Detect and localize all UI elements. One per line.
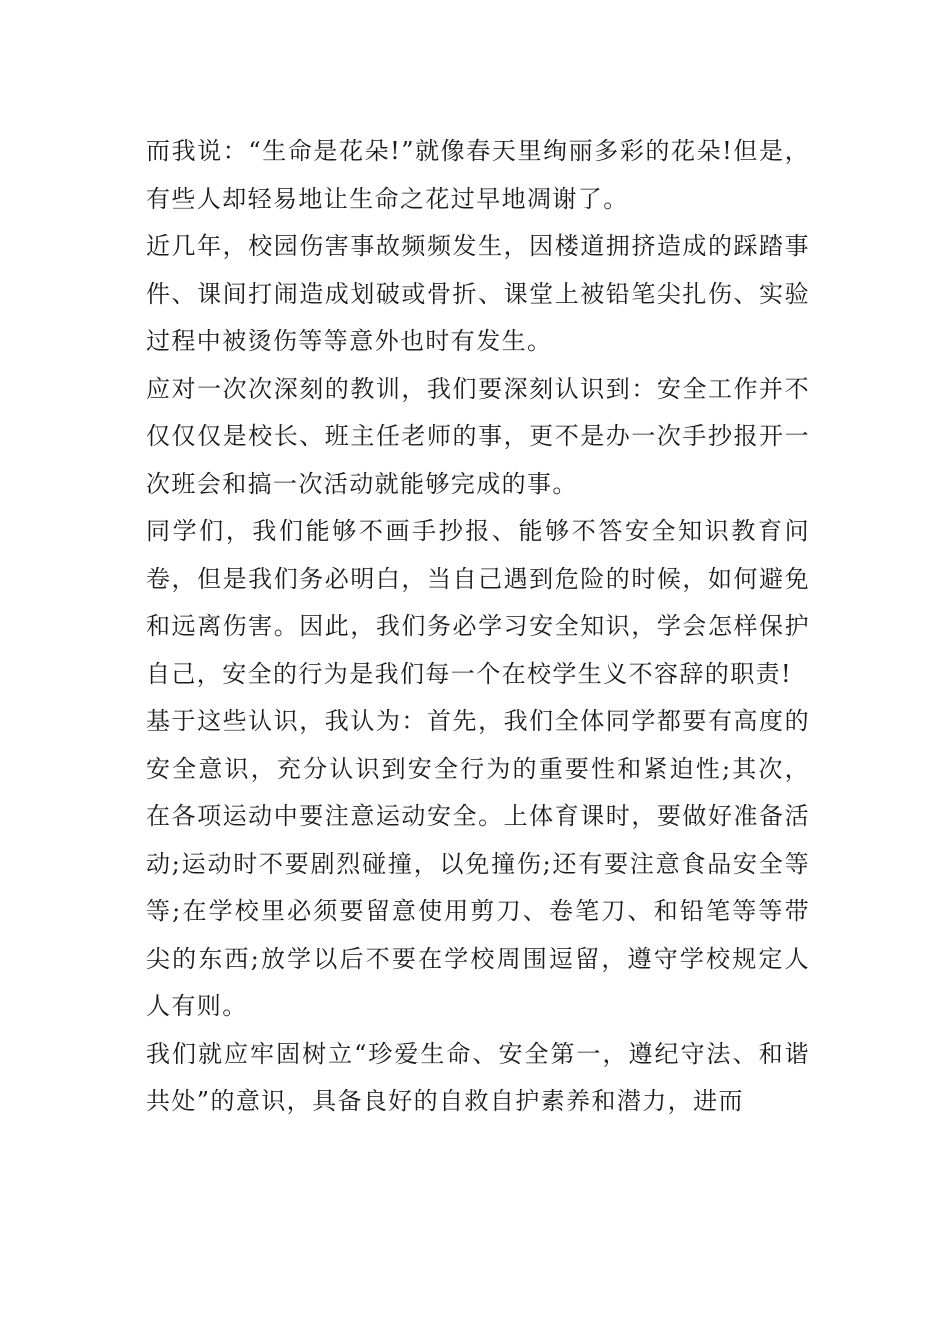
- paragraph-6: 我们就应牢固树立“珍爱生命、安全第一，遵纪守法、和谐共处”的意识，具备良好的自救自护素养和潜力，进而: [146, 1039, 810, 1115]
- paragraph-4: 同学们，我们能够不画手抄报、能够不答安全知识教育问卷，但是我们务必明白，当自己遇到危险的时候，如何避免和远离伤害。因此，我们务必学习安全知识，学会怎样保护自己，安全的行为是我们每一个在校学生义不容辞的职责!: [146, 517, 810, 688]
- paragraph-2: 近几年，校园伤害事故频频发生，因楼道拥挤造成的踩踏事件、课间打闹造成划破或骨折、课堂上被铅笔尖扎伤、实验过程中被烫伤等等意外也时有发生。: [146, 232, 810, 355]
- document-body: [146, 128, 810, 1126]
- paragraph-3: 应对一次次深刻的教训，我们要深刻认识到：安全工作并不仅仅仅是校长、班主任老师的事，更不是办一次手抄报开一次班会和搞一次活动就能够完成的事。: [146, 374, 810, 498]
- paragraph-1: 而我说：“生命是花朵!”就像春天里绚丽多彩的花朵!但是，有些人却轻易地让生命之花过早地凋谢了。: [146, 137, 810, 213]
- paragraph-5: 基于这些认识，我认为：首先，我们全体同学都要有高度的安全意识，充分认识到安全行为的重要性和紧迫性;其次，在各项运动中要注意运动安全。上体育课时，要做好准备活动;运动时不要剧烈碰撞，以免撞伤;还有要注意食品安全等等;在学校里必须要留意使用剪刀、卷笔刀、和铅笔等等带尖的东西;放学以后不要在学校周围逗留，遵守学校规定人人有则。: [146, 707, 810, 1020]
